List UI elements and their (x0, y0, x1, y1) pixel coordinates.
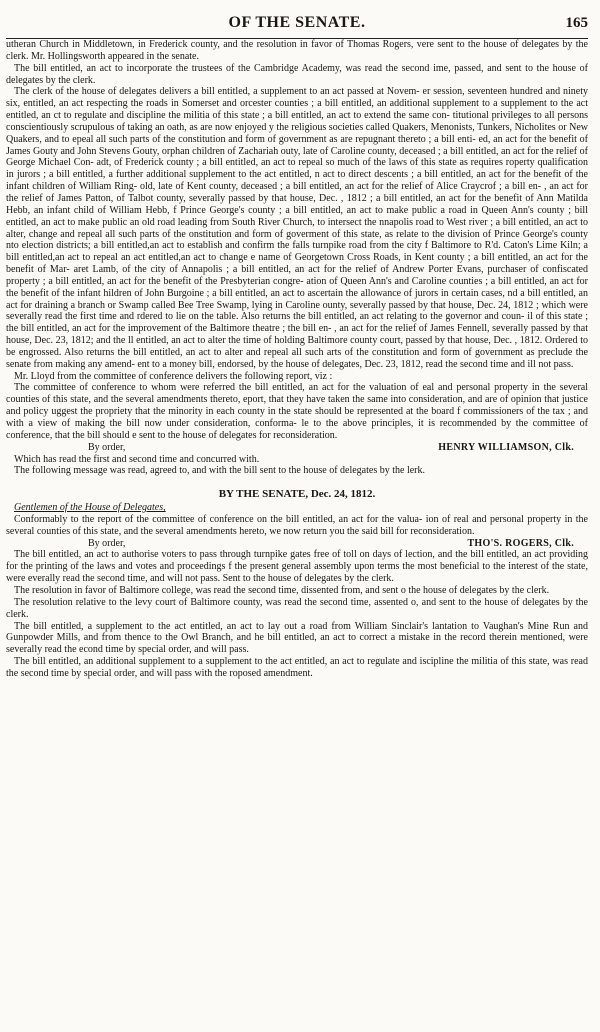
paragraph: The bill entitled, a supplement to the act entitled, an act to lay out a road from William Sinclair's lantation to Vaughan's Mine Run and Gunpowder Mills, and from thence to the Owl Branch, and he bill entitled, an act to correct a mistake in the record therein mentioned, were severally read the econd time by special order, and will pass. (6, 620, 588, 656)
clerk-signature: THO'S. ROGERS, Clk. (467, 537, 574, 549)
paragraph: The bill entitled, an act to incorporate the trustees of the Cambridge Academy, was read the second ime, passed, and sent to the house of delegates by the clerk. (6, 62, 588, 86)
paragraph: Which has read the first and second time and concurred with. (14, 453, 260, 465)
paragraph: Mr. Lloyd from the committee of conference delivers the following report, viz : (14, 370, 333, 382)
page-header (6, 8, 588, 39)
paragraph: The bill entitled, an act to authorise voters to pass through turnpike gates free of toll on days of lection, and the bill entitled, an act providing for the printing of the laws and votes and proceedings f the present general assembly upon terms the most beneficial to the interest of the state, were everally read the second time, and will not pass. Sent to the house of delegates by the clerk. (6, 549, 588, 585)
paragraph: The following message was read, agreed to, and with the bill sent to the house of delegates by the lerk. (14, 465, 425, 477)
by-order-label: By order, (88, 441, 126, 453)
paragraph: The resolution relative to the levy court of Baltimore county, was read the second time, assented o, and sent to the house of delegates by the clerk. (6, 596, 588, 620)
section-heading: BY THE SENATE, Dec. 24, 1812. (218, 488, 376, 501)
paragraph: The committee of conference to whom were referred the bill entitled, an act for the valuation of eal and personal property in the several counties of this state, and the several amendments thereto, eport, that they have taken the same into consideration, and are of opinion that justice and policy uggest the propriety that the minority in each county in the state should be represented at the board f commissioners of the tax ; and with a view of making the bill now under consideration, conforma- le to the above principles, it is recommended by the committee of conference, that the bill should e sent to the house of delegates for reconsideration. (6, 382, 588, 441)
running-title: OF THE SENATE. (228, 14, 366, 31)
paragraph: The resolution in favor of Baltimore college, was read the second time, dissented from, and sent o the house of delegates by the clerk. (14, 584, 550, 596)
message-paragraph: Conformably to the report of the committee of conference on the bill entitled, an act for the valua- ion of real and personal property in the several counties of this state, and the several amendments hereto, we now return you the said bill for reconsideration. (6, 513, 588, 537)
paragraph: The clerk of the house of delegates delivers a bill entitled, a supplement to an act passed at Novem- er session, seventeen hundred and ninety six, entitled, an act respecting the roads in Somerset and orcester counties ; a bill entitled, an additional supplement to a supplement to the act entitled, an ct to regulate and discipline the militia of this state ; a bill entitled, an act to extend the same con- titutional privileges to all persons conscientiously scrupulous of taking an oath, as are now enjoyed y the religious societies called Quakers, Menonists, Tunkers, Nicholites or New Quakers, and to epeal all such parts of the constitution and form of government as are repugnant thereto ; a bill enti- ed, an act for the benefit of James Gouty and John Stevens Gouty, orphan children of Zachariah outy, late of Caroline county, deceased ; a bill entitled, an act for the relief of George Michael Con- adt, of Frederick county ; a bill entitled, an act to repeal so much of the laws of this state as requires roperty qualification in jurors ; a bill entitled, a further additional supplement to the act entitled, n act to direct descents ; a bill entitled, an act for the benefit of the infant children of William Ring- old, late of Kent county, deceased ; a bill entitled, an act for the relief of Alice Craycrof ; a bill en- , an act for the relief of James Patton, of Talbot county, severally passed by that house, Dec. , 1812 ; a bill entitled, an act for the benefit of Ann Matilda Hebb, an infant child of William Hebb, f Prince George's county ; a bill entitled, an act to make public a road in Queen Ann's county ; bill entitled, an act to make public an old road leading from South River Church, to intersect the nnapolis road to West river ; a bill entitled, an act to alter, change and repeal all such parts of the onstitution and form of goverment of this state, as relate to the division of Prince George's county nto election districts; a bill entitled,an act to establish and confirm the falls turnpike road from the city f Baltimore to R'd. Caton's Lime Kiln; a bill entitled,an act to repeal an act entitled,an act to change e name of Georgetown Cross Roads, in Kent county ; a bill entitled, an act for the benefit of Mar- aret Lamb, of the city of Annapolis ; a bill entitled, an act for the relief of Andrew Porter Evans, purchaser of confiscated property ; a bill entitled, an act for the benefit of the Presbyterian congre- ation of Queen Ann's and Caroline counties ; a bill entitled, an act for the benefit of the infant hildren of John Burgoine ; a bill entitled, an act to ascertain the allowance of jurors in certain cases, nd a bill entitled, an act for draining a branch or Swamp called Bee Tree Swamp, lying in Caroline ounty, severally passed by that house, Dec. 24, 1812 ; which were severally read the first time and rdered to lie on the table. Also returns the bill entitled, an act relating to the governor and coun- il of this state ; the bill entitled, an act for the improvement of the Baltimore theatre ; the bill en- , an act for the relief of James Fennell, severally passed by that house, Dec. 23, 1812; and the ll entitled, an act to alter the time of holding Baltimore county court, passed by that house, Dec. , 1812. Ordered to be engrossed. Also returns the bill entitled, an act to alter and repeal all such arts of the constitution and form of government as preclude the senate from making any amend- ent to a money bill, endorsed, by the house of delegates, Dec. 23, 1812, read the second time and ill not pass. (6, 86, 588, 370)
signature-block (6, 442, 588, 454)
paragraph: utheran Church in Middletown, in Frederick county, and the resolution in favor of Thomas Rogers, vere sent to the house of delegates by the clerk. Mr. Hollingsworth appeared in the senate. (6, 39, 588, 62)
document-body (6, 39, 588, 680)
by-order-label: By order, (88, 537, 126, 549)
signature-block (6, 538, 588, 550)
page-number: 165 (565, 15, 588, 31)
salutation: Gentlemen of the House of Delegates, (14, 502, 166, 514)
clerk-signature: HENRY WILLIAMSON, Clk. (438, 441, 574, 453)
paragraph: The bill entitled, an additional supplement to a supplement to the act entitled, an act to regulate and iscipline the militia of this state, was read the second time by special order, and will pass with the roposed amendment. (6, 656, 588, 679)
